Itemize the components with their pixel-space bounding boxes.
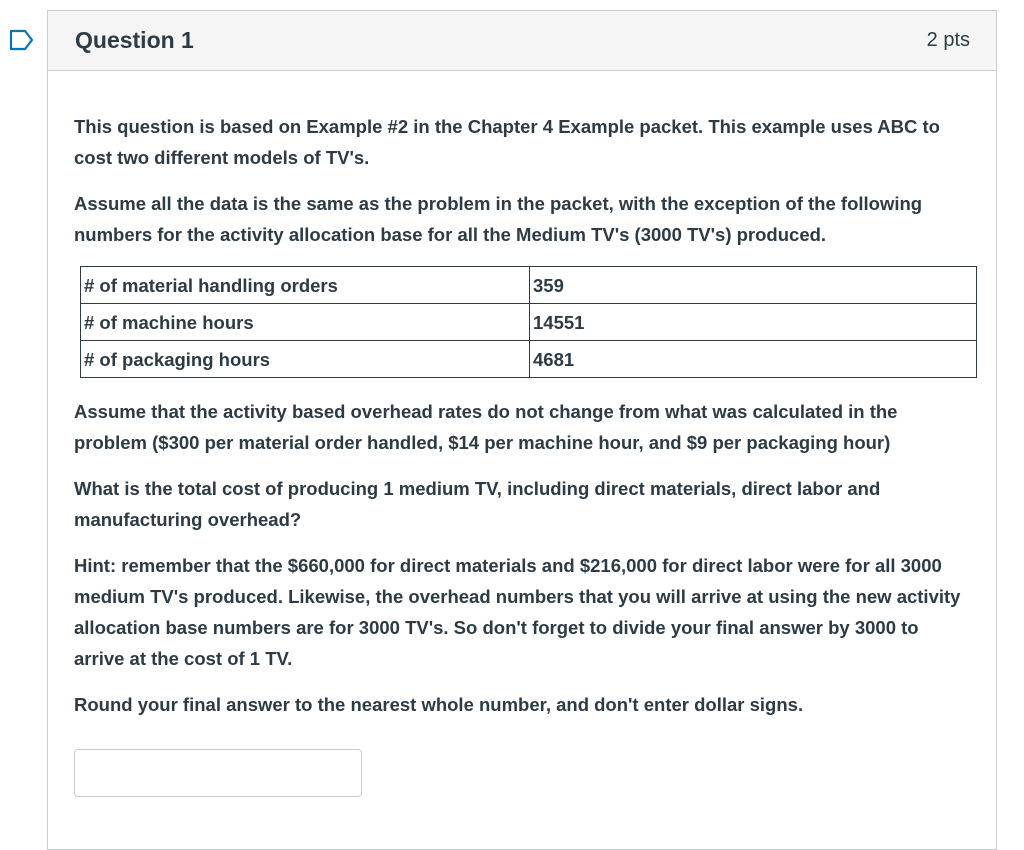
flag-question-icon[interactable]: [9, 29, 35, 51]
question-paragraph: Hint: remember that the $660,000 for direct materials and $216,000 for direct labor were for all 3000 medium TV's produced. Likewise, the overhead numbers that you will arrive at using the new activity allocation base numbers are for 3000 TV's. So don't forget to divide your final answer by 3000 to arrive at the cost of 1 TV.: [74, 555, 961, 669]
question-header: [48, 11, 996, 71]
question-paragraph: What is the total cost of producing 1 medium TV, including direct materials, direct labor and manufacturing overhead?: [74, 478, 881, 530]
activity-base-table: [80, 266, 977, 378]
table-cell-label: # of machine hours: [81, 304, 530, 341]
question-paragraph: Assume that the activity based overhead rates do not change from what was calculated in the problem ($300 per material order handled, $14 per machine hour, and $9 per packaging hour): [74, 401, 898, 453]
question-title: Question 1: [75, 27, 194, 53]
question-paragraph: Assume all the data is the same as the problem in the packet, with the exception of the following numbers for the activity allocation base for all the Medium TV's (3000 TV's) produced.: [74, 193, 923, 245]
table-cell-value: 4681: [530, 341, 977, 378]
question-text: [74, 111, 974, 735]
question-points: 2 pts: [926, 29, 970, 51]
table-row: [81, 341, 977, 378]
table-row: [81, 267, 977, 304]
question-paragraph: This question is based on Example #2 in the Chapter 4 Example packet. This example uses ABC to cost two different models of TV's.: [74, 116, 940, 168]
table-cell-value: 14551: [530, 304, 977, 341]
question-paragraph: Round your final answer to the nearest whole number, and don't enter dollar signs.: [74, 694, 804, 715]
table-cell-label: # of packaging hours: [81, 341, 530, 378]
answer-input[interactable]: [74, 749, 362, 797]
table-row: [81, 304, 977, 341]
table-cell-value: 359: [530, 267, 977, 304]
question-card: [47, 10, 997, 850]
table-cell-label: # of material handling orders: [81, 267, 530, 304]
